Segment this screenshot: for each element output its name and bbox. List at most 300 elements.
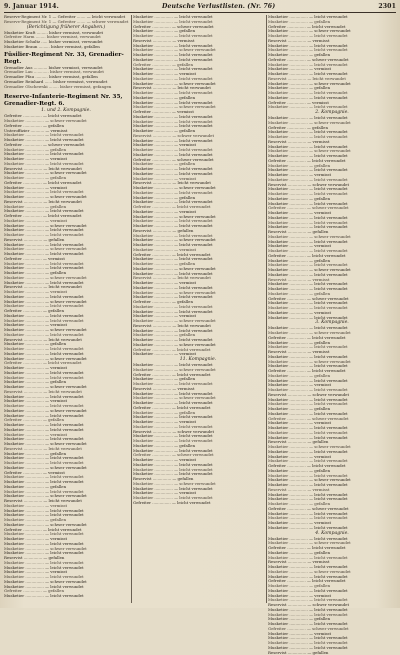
casualty-entry: Gefreiter ............... — schwer verwundet (133, 158, 263, 163)
casualty-entry: Musketier ............... — gefallen (133, 96, 263, 101)
casualty-entry: Reservist ............... — schwer verwundet (268, 603, 396, 608)
casualty-entry: Grenadier Olschewski ........ bisher vermisst, gefangen (4, 85, 128, 90)
casualty-entry: Musketier ............... — leicht verwundet (4, 243, 128, 248)
casualty-entry: Reservist ............... — gefallen (4, 238, 128, 243)
casualty-entry: Musketier ............... — schwer verwundet (133, 267, 263, 272)
casualty-entry: Musketier ............... — vermisst (4, 433, 128, 438)
casualty-entry: Musketier ............... — gefallen (268, 53, 396, 58)
casualty-entry: Musketier ............... — leicht verwundet (268, 497, 396, 502)
casualty-entry: Musketier ............... — leicht verwundet (268, 326, 396, 331)
company-heading: 1. und 2. Kompagnie. (4, 108, 128, 114)
casualty-entry: Musketier ............... — leicht verwundet (268, 512, 396, 517)
casualty-entry: Musketier ............... — vermisst (4, 157, 128, 162)
casualty-entry: Musketier ............... — leicht verwundet (133, 120, 263, 125)
section-heading-2: Reserve-Infanterie-Regiment Nr. 35, Grenadier-Regt. 6. (4, 94, 128, 108)
casualty-entry: Gefreiter ............... — leicht verwundet (133, 348, 263, 353)
casualty-entry: Musketier ............... — leicht verwundet (268, 306, 396, 311)
casualty-entry: Musketier ............... — leicht verwundet (268, 263, 396, 268)
casualty-entry: Musketier ............... — leicht verwundet (133, 58, 263, 63)
col3-lines-c (268, 326, 396, 530)
casualty-entry: Reservist ............... — leicht verwundet (133, 181, 263, 186)
casualty-entry: Musketier ............... — vermisst (4, 366, 128, 371)
casualty-entry: Musketier ............... — vermisst (268, 421, 396, 426)
col3-lines-b (268, 116, 396, 320)
casualty-entry: Musketier ............... — leicht verwundet (133, 44, 263, 49)
casualty-entry: Musketier ............... — leicht verwundet (268, 426, 396, 431)
casualty-entry: Musketier ............... — leicht verwundet (268, 273, 396, 278)
casualty-entry: Musketier ............... — leicht verwundet (268, 622, 396, 627)
casualty-entry: Musketier ............... — leicht verwundet (4, 371, 128, 376)
casualty-entry: Musketier ............... — leicht verwundet (133, 34, 263, 39)
casualty-entry: Musketier ............... — leicht verwundet (4, 190, 128, 195)
casualty-entry: Musketier ............... — leicht verwundet (268, 412, 396, 417)
casualty-entry: Musketier ............... — vermisst (133, 281, 263, 286)
casualty-entry: Musketier ............... — leicht verwundet (4, 376, 128, 381)
casualty-entry: Musketier ............... — leicht verwundet (133, 115, 263, 120)
casualty-entry: Musketier ............... — leicht verwundet (268, 34, 396, 39)
casualty-entry: Musketier ............... — vermisst (268, 383, 396, 388)
casualty-entry: Musketier ............... — leicht verwundet (133, 329, 263, 334)
casualty-entry: Musketier ............... — vermisst (4, 570, 128, 575)
casualty-entry: Musketier ............... — gefallen (268, 86, 396, 91)
casualty-entry: Musketier ............... — gefallen (268, 617, 396, 622)
casualty-entry: Musketier ............... — gefallen (268, 407, 396, 412)
casualty-entry: Reservist ............... — gefallen (133, 229, 263, 234)
casualty-entry: Musketier ............... — leicht verwundet (133, 67, 263, 72)
casualty-entry: Musketier ............... — leicht verwundet (4, 575, 128, 580)
casualty-entry: Musketier ............... — leicht verwundet (133, 148, 263, 153)
casualty-entry: Musketier ............... — gefallen (268, 584, 396, 589)
casualty-entry: Musketier ............... — leicht verwundet (268, 364, 396, 369)
casualty-entry: Musketier ............... — leicht verwundet (268, 483, 396, 488)
casualty-entry: Musketier ............... — gefallen (4, 452, 128, 457)
casualty-entry: Reservist ............... — schwer verwundet (133, 430, 263, 435)
casualty-entry: Musketier ............... — leicht verwundet (4, 209, 128, 214)
casualty-entry: Reservist ............... — gefallen (133, 477, 263, 482)
casualty-entry: Musketier ............... — leicht verwundet (4, 314, 128, 319)
casualty-entry: Musketier ............... — schwer verwundet (4, 171, 128, 176)
casualty-entry: Musketier ............... — leicht verwundet (133, 272, 263, 277)
casualty-entry: Musketier ............... — leicht verwundet (268, 474, 396, 479)
casualty-entry: Musketier ............... — leicht verwundet (4, 347, 128, 352)
casualty-entry: Musketier ............... — gefallen (133, 162, 263, 167)
casualty-entry: Musketier ............... — gefallen (133, 262, 263, 267)
casualty-entry: Gefreiter ............... — gefallen (4, 309, 128, 314)
casualty-entry: Musketier ............... — leicht verwundet (133, 257, 263, 262)
casualty-entry: Musketier ............... — leicht verwundet (268, 526, 396, 531)
casualty-entry: Musketier ............... — leicht verwundet (133, 496, 263, 501)
header-date: 9. Januar 1914. (4, 3, 59, 10)
casualty-entry: Musketier ............... — vermisst (4, 504, 128, 509)
casualty-entry: Musketier ............... — leicht verwundet (133, 382, 263, 387)
column-divider-1 (131, 15, 132, 603)
casualty-entry: Musketier ............... — schwer verwundet (4, 276, 128, 281)
casualty-entry: Musketier ............... — leicht verwundet (4, 509, 128, 514)
casualty-entry: Musketier ............... — leicht verwundet (4, 304, 128, 309)
casualty-entry: Musketier ............... — leicht verwundet (133, 472, 263, 477)
casualty-entry: Musketier ............... — vermisst (268, 244, 396, 249)
casualty-entry: Musketier ............... — vermisst (133, 352, 263, 357)
casualty-entry: Musketier ............... — gefallen (133, 333, 263, 338)
casualty-entry: Musketier ............... — leicht verwundet (268, 240, 396, 245)
casualty-entry: Musketier ............... — schwer verwundet (268, 541, 396, 546)
casualty-entry: Musketier ............... — schwer verwundet (268, 121, 396, 126)
casualty-entry: Musketier ............... — leicht verwundet (133, 487, 263, 492)
casualty-entry: Musketier ............... — schwer verwundet (4, 466, 128, 471)
casualty-entry: Musketier ............... — leicht verwundet (268, 178, 396, 183)
casualty-entry: Musketier ............... — schwer verwundet (268, 445, 396, 450)
casualty-entry: Musketier ............... — gefallen (268, 374, 396, 379)
casualty-entry: Musketier ............... — gefallen (268, 502, 396, 507)
casualty-entry: Musketier ............... — schwer verwundet (268, 360, 396, 365)
casualty-entry: Musketier ............... — leicht verwundet (133, 310, 263, 315)
casualty-entry: Musketier ............... — schwer verwundet (268, 29, 396, 34)
casualty-entry: Musketier ............... — leicht verwundet (268, 135, 396, 140)
casualty-entry: Gefreiter ............... — gefallen (4, 418, 128, 423)
casualty-entry: Musketier ............... — leicht verwundet (133, 295, 263, 300)
casualty-entry: Musketier ............... — gefallen (133, 411, 263, 416)
casualty-entry: Musketier ............... — leicht verwundet (268, 388, 396, 393)
casualty-entry: Gefreiter ............... — leicht verwundet (268, 336, 396, 341)
casualty-entry: Musketier ............... — schwer verwundet (268, 478, 396, 483)
casualty-entry: Reservist ............... — vermisst (268, 278, 396, 283)
spacer (4, 89, 128, 92)
casualty-entry: Reservist ............... — leicht verwundet (4, 447, 128, 452)
casualty-entry: Gefreiter ............... — schwer verwundet (268, 627, 396, 632)
column-divider-2 (266, 15, 267, 603)
casualty-entry: Musketier ............... — schwer verwundet (133, 186, 263, 191)
casualty-entry: Reservist ............... — vermisst (268, 140, 396, 145)
casualty-entry: Musketier ............... — leicht verwundet (4, 228, 128, 233)
casualty-entry: Reservist ............... — vermisst (268, 560, 396, 565)
casualty-entry: Reservist ............... — gefallen (268, 440, 396, 445)
casualty-entry: Musketier ............... — gefallen (4, 380, 128, 385)
casualty-entry: Musketier ............... — leicht verwundet (4, 262, 128, 267)
col1-lines-c (4, 114, 128, 599)
casualty-entry: Musketier ............... — leicht verwundet (4, 138, 128, 143)
casualty-entry: Musketier ............... — leicht verwundet (4, 404, 128, 409)
casualty-entry: Musketier ............... — leicht verwundet (133, 468, 263, 473)
casualty-entry: Musketier ............... — leicht verwundet (133, 20, 263, 25)
casualty-entry: Gefreiter ............... — leicht verwundet (268, 25, 396, 30)
casualty-entry: Musketier ............... — leicht verwundet (4, 162, 128, 167)
casualty-entry: Musketier ............... — leicht verwundet (268, 565, 396, 570)
casualty-entry: Musketier ............... — leicht verwundet (268, 556, 396, 561)
col3-lines-d (268, 537, 396, 655)
casualty-entry: Gefreiter ............... — leicht verwundet (133, 205, 263, 210)
casualty-entry: Gefreiter ............... — leicht verwundet (133, 373, 263, 378)
casualty-entry: Reservist ............... — leicht verwundet (4, 338, 128, 343)
casualty-entry: Musketier ............... — leicht verwundet (268, 402, 396, 407)
casualty-entry: Musketier ............... — schwer verwundet (4, 523, 128, 528)
casualty-entry: Musketier ............... — schwer verwundet (133, 238, 263, 243)
casualty-entry: Musketier ............... — leicht verwundet (133, 463, 263, 468)
casualty-entry: Musketier ............... — leicht verwundet (133, 434, 263, 439)
casualty-entry: Musketier ............... — leicht verwundet (133, 139, 263, 144)
casualty-entry: Musketier ............... — leicht verwundet (4, 233, 128, 238)
casualty-entry: Musketier ............... — schwer verwundet (268, 331, 396, 336)
casualty-entry: Reservist ............... — leicht verwundet (4, 285, 128, 290)
casualty-entry: Musketier ............... — leicht verwundet (268, 589, 396, 594)
casualty-entry: Musketier ............... — leicht verwundet (268, 301, 396, 306)
casualty-entry: Musketier ............... — leicht verwundet (4, 423, 128, 428)
casualty-entry: Gefreiter ............... — leicht verwundet (4, 361, 128, 366)
casualty-entry: Musketier ............... — leicht verwundet (133, 363, 263, 368)
casualty-entry: Reservist ............... — leicht verwundet (133, 276, 263, 281)
casualty-entry: Reservist ............... — gefallen (4, 556, 128, 561)
casualty-entry: Musketier ............... — leicht verwundet (4, 513, 128, 518)
casualty-entry: Musketier ............... — leicht verwundet (4, 456, 128, 461)
casualty-entry: Musketier ............... — gefallen (4, 485, 128, 490)
casualty-entry: Gefreiter ............... — leicht verwundet (4, 114, 128, 119)
casualty-entry: Musketier ............... — leicht verwundet (268, 450, 396, 455)
casualty-entry: Musketier ............... — leicht verwundet (268, 105, 396, 110)
casualty-entry: Musketier ............... — leicht verwundet (268, 641, 396, 646)
casualty-entry: Musketier ............... — vermisst (133, 314, 263, 319)
casualty-entry: Gefreiter ............... — gefallen (4, 589, 128, 594)
casualty-entry: Musketier ............... — gefallen (133, 444, 263, 449)
casualty-entry: Musketier ............... — leicht verwundet (268, 221, 396, 226)
casualty-entry: Musketier ............... — leicht verwundet (268, 192, 396, 197)
casualty-entry: Musketier ............... — leicht verwundet (133, 305, 263, 310)
casualty-entry: Musketier ............... — leicht verwundet (268, 96, 396, 101)
casualty-entry: Musketier ............... — leicht verwundet (268, 636, 396, 641)
casualty-entry: Musketier ............... — leicht verwundet (133, 392, 263, 397)
casualty-entry: Reservist ............... — schwer verwundet (268, 393, 396, 398)
casualty-entry: Musketier ............... — vermisst (133, 72, 263, 77)
casualty-entry: Musketier ............... — leicht verwundet (268, 398, 396, 403)
casualty-entry: Musketier ............... — vermisst (268, 632, 396, 637)
casualty-entry: Musketier ............... — schwer verwundet (133, 215, 263, 220)
casualty-entry: Musketier ............... — leicht verwundet (268, 575, 396, 580)
casualty-entry: Musketier ............... — gefallen (268, 197, 396, 202)
casualty-entry: Musketier ............... — vermisst (4, 323, 128, 328)
casualty-entry: Musketier ............... — schwer verwundet (4, 119, 128, 124)
casualty-entry: Musketier ............... — leicht verwundet (133, 200, 263, 205)
casualty-entry: Musketier ............... — schwer verwundet (268, 235, 396, 240)
casualty-entry: Reservist ............... — vermisst (268, 488, 396, 493)
casualty-entry: Musketier ............... — schwer verwundet (4, 300, 128, 305)
casualty-entry: Musketier ............... — vermisst (268, 67, 396, 72)
casualty-entry: Musketier ............... — leicht verwundet (4, 252, 128, 257)
company-heading: 2. Kompagnie. (268, 110, 396, 116)
casualty-entry: Musketier ............... — leicht verwundet (268, 72, 396, 77)
casualty-entry: Musketier Schultz ..... bisher vermisst, verwundet (4, 40, 128, 45)
casualty-entry: Musketier ............... — schwer verwundet (133, 482, 263, 487)
casualty-entry: Musketier ............... — leicht verwundet (268, 516, 396, 521)
casualty-entry: Reserve-Regiment Nr. 1 — Gefreiter ....... — leicht verwundet (4, 15, 128, 20)
col3-lines-a (268, 15, 396, 110)
casualty-entry: Musketier ............... — leicht verwundet (133, 191, 263, 196)
casualty-entry: Musketier ............... — gefallen (133, 129, 263, 134)
casualty-entry: Gefreiter ............... — leicht verwundet (268, 464, 396, 469)
casualty-entry: Musketier ............... — leicht verwundet (268, 345, 396, 350)
casualty-entry: Musketier ............... — leicht verwundet (133, 77, 263, 82)
casualty-entry: Musketier ............... — leicht verwundet (4, 152, 128, 157)
column-2 (133, 15, 263, 603)
casualty-entry: Musketier ............... — gefallen (4, 176, 128, 181)
casualty-entry: Musketier ............... — schwer verwundet (4, 547, 128, 552)
casualty-entry: Gefreiter ............... — schwer verwundet (268, 417, 396, 422)
casualty-entry: Musketier ............... — schwer verwundet (133, 368, 263, 373)
casualty-entry: Gefreiter ............... — leicht verwundet (4, 181, 128, 186)
casualty-entry: Musketier ............... — schwer verwundet (4, 442, 128, 447)
casualty-entry: Musketier ............... — leicht verwundet (268, 145, 396, 150)
casualty-entry: Musketier ............... — schwer verwundet (268, 82, 396, 87)
casualty-entry: Musketier ............... — leicht verwundet (268, 154, 396, 159)
casualty-entry: Musketier ............... — schwer verwundet (268, 149, 396, 154)
casualty-entry: Musketier ............... — leicht verwundet (4, 395, 128, 400)
company-heading: 3. Kompagnie. (268, 320, 396, 326)
casualty-entry: Musketier Kraft ......... bisher vermisst, verwundet (4, 31, 128, 36)
casualty-entry: Musketier ............... — leicht verwundet (268, 44, 396, 49)
casualty-entry: Musketier ............... — schwer verwundet (4, 224, 128, 229)
casualty-entry: Musketier ............... — schwer verwundet (4, 328, 128, 333)
casualty-entry: Musketier ............... — leicht verwundet (268, 48, 396, 53)
casualty-entry: Musketier ............... — gefallen (268, 164, 396, 169)
casualty-entry: Musketier Braun ......... bisher vermisst, gefallen (4, 45, 128, 50)
casualty-entry: Reservist ............... — vermisst (133, 39, 263, 44)
casualty-entry: Musketier ............... — leicht verwundet (4, 461, 128, 466)
casualty-entry: Musketier ............... — schwer verwundet (133, 319, 263, 324)
casualty-entry: Musketier ............... — gefallen (4, 148, 128, 153)
casualty-entry: Musketier ............... — leicht verwundet (268, 493, 396, 498)
casualty-entry: Reservist ............... — leicht verwundet (4, 167, 128, 172)
casualty-entry: Musketier ............... — vermisst (133, 420, 263, 425)
header-page-number: 2301 (378, 3, 396, 10)
casualty-entry: Musketier ............... — leicht verwundet (133, 101, 263, 106)
casualty-entry: Musketier ............... — vermisst (133, 248, 263, 253)
casualty-entry: Musketier ............... — gefallen (4, 518, 128, 523)
casualty-entry: Musketier ............... — leicht verwundet (4, 352, 128, 357)
casualty-entry: Musketier ............... — leicht verwundet (4, 266, 128, 271)
casualty-entry: Musketier ............... — leicht verwundet (133, 415, 263, 420)
casualty-entry: Gefreiter ............... — schwer verwundet (4, 143, 128, 148)
casualty-entry: Musketier ............... — leicht verwundet (4, 542, 128, 547)
casualty-entry: Gefreiter ............... — vermisst (133, 110, 263, 115)
col1-lines-a (4, 31, 128, 50)
casualty-entry: Musketier ............... — leicht verwundet (133, 224, 263, 229)
casualty-entry: Musketier ............... — vermisst (133, 458, 263, 463)
casualty-entry: Gefreiter ............... — leicht verwundet (268, 159, 396, 164)
casualty-entry: Musketier ............... — gefallen (4, 205, 128, 210)
casualty-entry: Musketier ............... — leicht verwundet (4, 428, 128, 433)
casualty-entry: Musketier ............... — schwer verwundet (4, 580, 128, 585)
casualty-entry: Musketier ............... — schwer verwundet (133, 105, 263, 110)
casualty-entry: Musketier ............... — leicht verwundet (4, 490, 128, 495)
casualty-entry: Musketier ............... — schwer verwundet (4, 409, 128, 414)
casualty-entry: Gefreiter ............... — leicht verwundet (133, 501, 263, 506)
casualty-entry: Musketier ............... — gefallen (268, 469, 396, 474)
casualty-entry: Musketier ............... — leicht verwundet (133, 124, 263, 129)
casualty-entry: Reservist ............... — schwer verwundet (133, 134, 263, 139)
casualty-entry: Musketier ............... — vermisst (133, 177, 263, 182)
casualty-entry: Musketier ............... — gefallen (268, 341, 396, 346)
casualty-entry: Reservist ............... — leicht verwundet (133, 324, 263, 329)
casualty-entry: Musketier ............... — vermisst (268, 521, 396, 526)
casualty-entry: Gefreiter ............... — leicht verwundet (133, 406, 263, 411)
casualty-entry: Musketier ............... — leicht verwundet (268, 63, 396, 68)
casualty-entry: Gefreiter ............... — leicht verwundet (268, 579, 396, 584)
casualty-entry: Musketier ............... — leicht verwundet (268, 598, 396, 603)
casualty-entry: Musketier ............... — leicht verwundet (133, 243, 263, 248)
casualty-entry: Musketier ............... — schwer verwundet (4, 385, 128, 390)
casualty-entry: Gefreiter ............... — schwer verwundet (268, 297, 396, 302)
casualty-entry: Musketier ............... — gefallen (268, 292, 396, 297)
casualty-entry: Musketier ............... — leicht verwundet (4, 475, 128, 480)
casualty-entry: Reservist ............... — gefallen (268, 651, 396, 655)
casualty-entry: Musketier ............... — leicht verwundet (133, 234, 263, 239)
header-rule (4, 12, 396, 13)
casualty-entry: Musketier ............... — vermisst (268, 211, 396, 216)
casualty-entry: Musketier ............... — leicht verwundet (133, 425, 263, 430)
casualty-entry: Musketier ............... — schwer verwundet (268, 570, 396, 575)
casualty-entry: Musketier ............... — leicht verwundet (4, 133, 128, 138)
casualty-entry: Gefreiter ............... — schwer verwundet (133, 453, 263, 458)
casualty-entry: Musketier ............... — leicht verwundet (133, 286, 263, 291)
casualty-entry: Musketier ............... — vermisst (133, 210, 263, 215)
page-header (4, 2, 396, 11)
casualty-entry: Musketier ............... — leicht verwundet (268, 130, 396, 135)
casualty-entry: Musketier ............... — vermisst (268, 173, 396, 178)
casualty-entry: Musketier ............... — gefallen (133, 196, 263, 201)
casualty-entry: Musketier ............... — leicht verwundet (268, 249, 396, 254)
casualty-entry: Grenadier Aus ........... bisher vermisst, verwundet (4, 66, 128, 71)
casualty-entry: Musketier ............... — leicht verwundet (4, 281, 128, 286)
casualty-entry: Musketier ............... — schwer verwundet (4, 494, 128, 499)
casualty-entry: Gefreiter ............... — gefallen (4, 124, 128, 129)
casualty-entry: Musketier ............... — leicht verwundet (268, 613, 396, 618)
casualty-entry: Musketier ............... — leicht verwundet (4, 437, 128, 442)
casualty-entry: Gefreiter ............... — schwer verwundet (268, 58, 396, 63)
casualty-entry: Musketier ............... — leicht verwundet (133, 153, 263, 158)
casualty-entry: Musketier ............... — vermisst (4, 219, 128, 224)
casualty-entry: Musketier ............... — schwer verwundet (133, 82, 263, 87)
casualty-entry: Musketier ............... — leicht verwundet (268, 608, 396, 613)
casualty-entry: Musketier ............... — schwer verwundet (4, 247, 128, 252)
casualty-entry: Musketier ............... — leicht verwundet (268, 431, 396, 436)
casualty-entry: Musketier ............... — leicht verwundet (268, 537, 396, 542)
casualty-entry: Gefreiter ............... — vermisst (268, 101, 396, 106)
casualty-entry: Musketier ............... — gefallen (268, 20, 396, 25)
casualty-entry: Musketier ............... — vermisst (133, 491, 263, 496)
casualty-entry: Gefreiter ............... — leicht verwundet (4, 214, 128, 219)
casualty-entry: Gefreiter ............... — vermisst (4, 471, 128, 476)
casualty-entry: Musketier ............... — schwer verwundet (4, 357, 128, 362)
casualty-entry: Musketier ............... — leicht verwundet (4, 561, 128, 566)
casualty-entry: Musketier ............... — gefallen (268, 551, 396, 556)
casualty-entry: Musketier ............... — leicht verwundet (4, 319, 128, 324)
casualty-entry: Musketier ............... — vermisst (4, 399, 128, 404)
section-heading-1: Füsilier-Regiment Nr. 33, Grenadier-Regt. (4, 52, 128, 66)
casualty-entry: Musketier ............... — leicht verwundet (268, 91, 396, 96)
casualty-entry: Musketier ............... — leicht verwundet (268, 379, 396, 384)
casualty-entry: Musketier ............... — leicht verwundet (4, 480, 128, 485)
casualty-entry: Musketier ............... — leicht verwundet (268, 15, 396, 20)
casualty-entry: Unteroffizier ........... — vermisst (4, 129, 128, 134)
casualty-entry: Musketier ............... — vermisst (268, 311, 396, 316)
casualty-entry: Musketier ............... — leicht verwundet (133, 15, 263, 20)
casualty-entry: Reservist ............... — vermisst (133, 387, 263, 392)
casualty-entry: Musketier ............... — leicht verwundet (268, 282, 396, 287)
casualty-entry: Reserve-Regiment Nr. 1 — Gefreiter ....... — schwer verwundet (4, 20, 128, 25)
casualty-entry: Grenadier Lau ............ bisher vermisst, verwundet (4, 70, 128, 75)
casualty-entry: Musketier ............... — leicht verwundet (133, 91, 263, 96)
casualty-entry: Musketier ............... — leicht verwundet (4, 585, 128, 590)
casualty-entry: Musketier ............... — schwer verwundet (133, 343, 263, 348)
casualty-entry: Musketier ............... — leicht verwundet (133, 401, 263, 406)
casualty-entry: Musketier ............... — leicht verwundet (133, 449, 263, 454)
